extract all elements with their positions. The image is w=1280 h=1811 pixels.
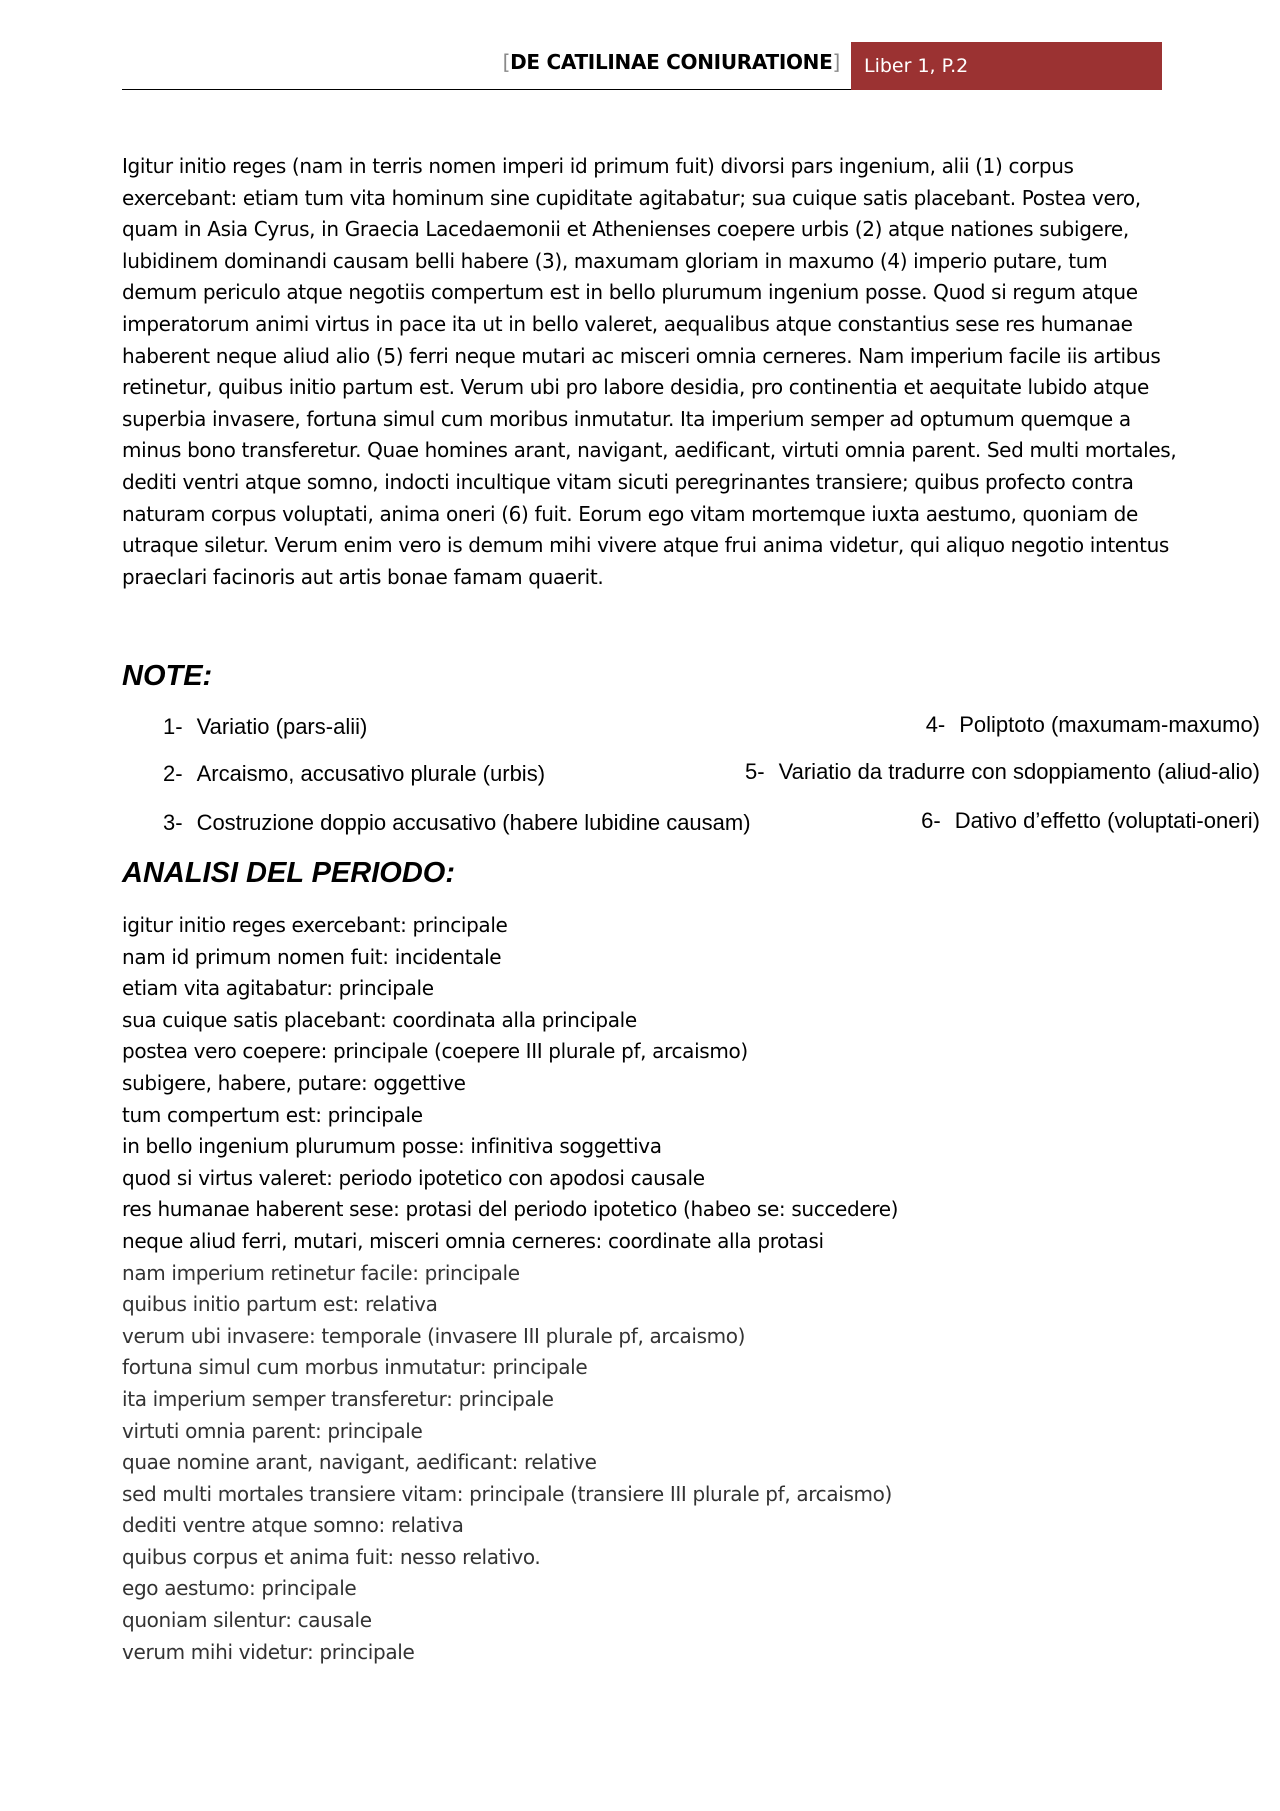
note-number: 5- bbox=[745, 759, 765, 784]
analysis-line: tum compertum est: principale bbox=[122, 1102, 423, 1127]
title-text: DE CATILINAE CONIURATIONE bbox=[510, 50, 833, 74]
note-text: Variatio da tradurre con sdoppiamento (aliud-alio) bbox=[778, 759, 1260, 784]
note-item-4 bbox=[926, 712, 1260, 738]
page-header bbox=[122, 42, 1162, 90]
analysis-line: nam imperium retinetur facile: principale bbox=[122, 1260, 520, 1285]
header-rule bbox=[122, 89, 852, 90]
note-text: Dativo d’effetto (voluptati-oneri) bbox=[954, 808, 1260, 833]
analysis-list bbox=[122, 910, 898, 1668]
analysis-line: quoniam silentur: causale bbox=[122, 1608, 372, 1633]
note-number: 6- bbox=[921, 808, 941, 833]
analysis-line: verum mihi videtur: principale bbox=[122, 1639, 415, 1664]
analysis-line: etiam vita agitabatur: principale bbox=[122, 976, 434, 1001]
note-number: 2- bbox=[163, 761, 183, 786]
analysis-line: quod si virtus valeret: periodo ipotetico con apodosi causale bbox=[122, 1165, 705, 1190]
note-item-5 bbox=[745, 759, 1260, 785]
analysis-line: res humanae haberent sese: protasi del periodo ipotetico (habeo se: succedere) bbox=[122, 1197, 899, 1222]
analysis-line: subigere, habere, putare: oggettive bbox=[122, 1070, 466, 1095]
analysis-line: nam id primum nomen fuit: incidentale bbox=[122, 944, 502, 969]
analysis-line: quibus initio partum est: relativa bbox=[122, 1292, 438, 1317]
note-text: Arcaismo, accusativo plurale (urbis) bbox=[196, 761, 546, 786]
analysis-line: neque aliud ferri, mutari, misceri omnia cerneres: coordinate alla protasi bbox=[122, 1228, 824, 1253]
title-bracket-close: ] bbox=[832, 50, 840, 74]
analysis-heading: ANALISI DEL PERIODO: bbox=[122, 857, 455, 889]
note-text: Variatio (pars-alii) bbox=[196, 714, 368, 739]
note-item-3 bbox=[163, 810, 751, 836]
analysis-line: dediti ventre atque somno: relativa bbox=[122, 1513, 464, 1538]
analysis-line: virtuti omnia parent: principale bbox=[122, 1418, 423, 1443]
analysis-line: sua cuique satis placebant: coordinata alla principale bbox=[122, 1007, 637, 1032]
note-text: Costruzione doppio accusativo (habere lubidine causam) bbox=[196, 810, 751, 835]
analysis-line: quibus corpus et anima fuit: nesso relativo. bbox=[122, 1544, 541, 1569]
analysis-line: sed multi mortales transiere vitam: principale (transiere III plurale pf, arcaismo) bbox=[122, 1481, 892, 1506]
note-item-6 bbox=[921, 808, 1260, 834]
note-number: 4- bbox=[925, 712, 946, 737]
analysis-line: verum ubi invasere: temporale (invasere III plurale pf, arcaismo) bbox=[122, 1323, 746, 1348]
latin-passage: Igitur initio reges (nam in terris nomen imperi id primum fuit) divorsi pars ingenium, alii (1) corpus exercebant: etiam tum vita hominum sine cupiditate agitabatur; sua cuique satis placebant. Postea vero, quam in Asia Cyrus, in Graecia Lacedaemonii et Athenienses coepere urbis (2) atque nationes subigere, lubidinem dominandi causam belli habere (3), maxumam gloriam in maxumo (4) imperio putare, tum demum periculo atque negotiis compertum est in bello plurumum ingenium posse. Quod si regum atque imperatorum animi virtus in pace ita ut in bello valeret, aequalibus atque constantius sese res humanae haberent neque aliud alio (5) ferri neque mutari ac misceri omnia cerneres. Nam imperium facile iis artibus retinetur, quibus initio partum est. Verum ubi pro labore desidia, pro continentia et aequitate lubido atque superbia invasere, fortuna simul cum moribus inmutatur. Ita imperium semper ad optumum quemque a minus bono transferetur. Quae homines arant, navigant, aedificant, virtuti omnia parent. Sed multi mortales, dediti ventri atque somno, indocti incultique vitam sicuti peregrinantes transiere; quibus profecto contra naturam corpus voluptati, anima oneri (6) fuit. Eorum ego vitam mortemque iuxta aestumo, quoniam de utraque siletur. Verum enim vero is demum mihi vivere atque frui anima videtur, qui aliquo negotio intentus praeclari facinoris aut artis bonae famam quaerit. bbox=[122, 154, 1177, 589]
note-heading: NOTE: bbox=[122, 660, 213, 692]
note-number: 1- bbox=[163, 714, 183, 739]
analysis-line: ita imperium semper transferetur: principale bbox=[122, 1386, 554, 1411]
analysis-line: postea vero coepere: principale (coepere III plurale pf, arcaismo) bbox=[122, 1039, 748, 1064]
note-item-2 bbox=[163, 761, 545, 787]
note-number: 3- bbox=[163, 810, 183, 835]
analysis-line: ego aestumo: principale bbox=[122, 1576, 357, 1601]
title-bracket-open: [ bbox=[502, 50, 511, 74]
analysis-line: quae nomine arant, navigant, aedificant: relative bbox=[122, 1450, 597, 1475]
analysis-line: fortuna simul cum morbus inmutatur: principale bbox=[122, 1355, 588, 1380]
section-badge: Liber 1, P.2 bbox=[851, 42, 1162, 90]
analysis-line: in bello ingenium plurumum posse: infinitiva soggettiva bbox=[122, 1134, 662, 1159]
analysis-line: igitur initio reges exercebant: principale bbox=[122, 913, 508, 937]
note-text: Poliptoto (maxumam-maxumo) bbox=[959, 712, 1260, 737]
note-item-1 bbox=[163, 714, 367, 740]
document-title bbox=[503, 50, 840, 74]
